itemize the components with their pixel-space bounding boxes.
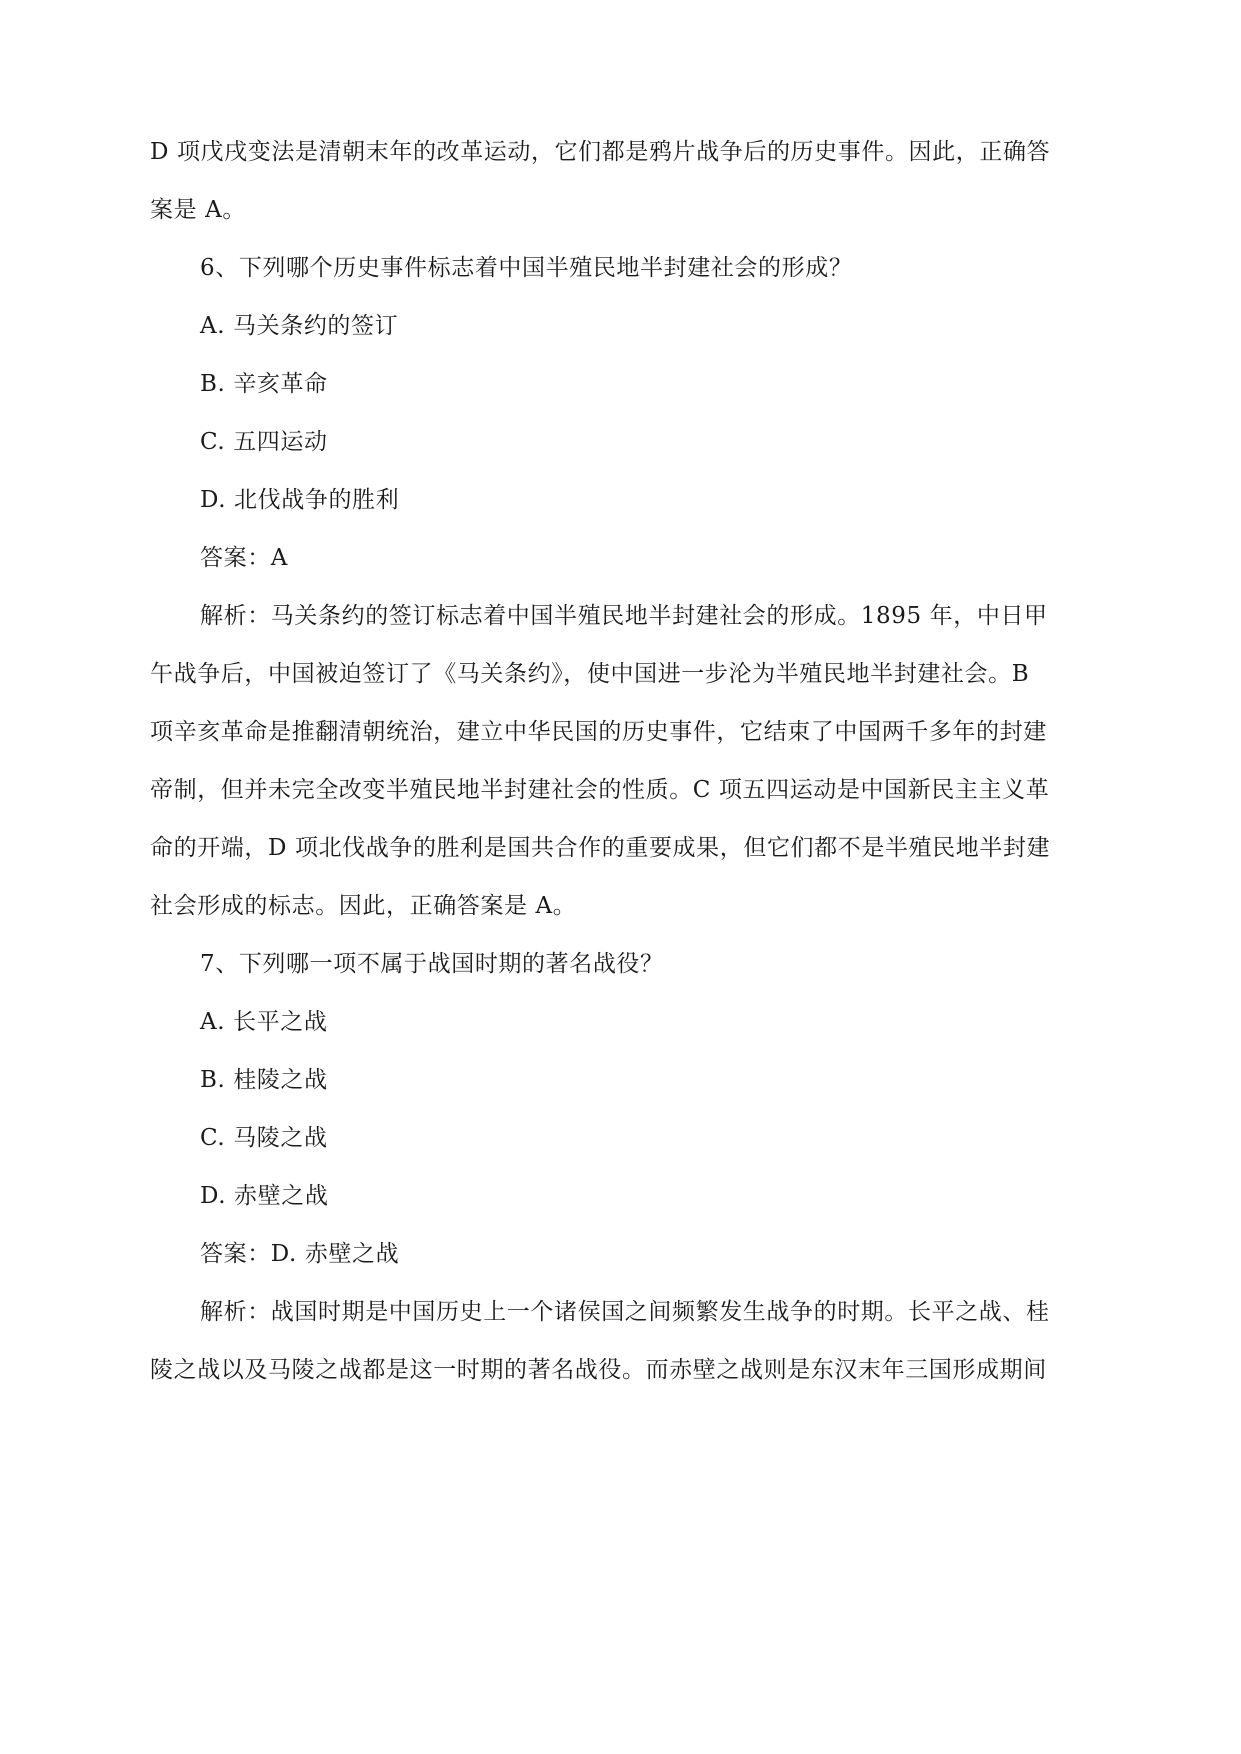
q7-option-b: B. 桂陵之战 [200,1067,328,1093]
q6-explanation-line-3: 项辛亥革命是推翻清朝统治，建立中华民国的历史事件，它结束了中国两千多年的封建 [150,719,1047,745]
q6-explanation-line-6: 社会形成的标志。因此，正确答案是 A。 [150,893,577,919]
q6-explanation-line-4: 帝制，但并未完全改变半殖民地半封建社会的性质。C 项五四运动是中国新民主主义革 [150,777,1050,803]
q6-explanation-line-2: 午战争后，中国被迫签订了《马关条约》，使中国进一步沦为半殖民地半封建社会。B [150,661,1030,687]
q6-option-a: A. 马关条约的签订 [200,313,399,339]
q7-option-c: C. 马陵之战 [200,1125,328,1151]
q6-explanation-line-1: 解析：马关条约的签订标志着中国半殖民地半封建社会的形成。1895 年，中日甲 [200,603,1048,629]
q7-answer: 答案：D. 赤壁之战 [200,1241,400,1267]
question-7: 7、下列哪一项不属于战国时期的著名战役？ [200,951,664,977]
q7-explanation-line-1: 解析：战国时期是中国历史上一个诸侯国之间频繁发生战争的时期。长平之战、桂 [200,1299,1050,1325]
q6-option-c: C. 五四运动 [200,429,328,455]
q6-explanation-line-5: 命的开端，D 项北伐战争的胜利是国共合作的重要成果，但它们都不是半殖民地半封建 [150,835,1051,861]
q7-option-a: A. 长平之战 [200,1009,328,1035]
q7-option-d: D. 赤壁之战 [200,1183,329,1209]
question-6: 6、下列哪个历史事件标志着中国半殖民地半封建社会的形成？ [200,255,853,281]
q6-answer: 答案：A [200,545,289,571]
prev-explanation-line-1: D 项戊戌变法是清朝末年的改革运动，它们都是鸦片战争后的历史事件。因此，正确答 [150,139,1051,165]
q7-explanation-line-2: 陵之战以及马陵之战都是这一时期的著名战役。而赤壁之战则是东汉末年三国形成期间 [150,1357,1047,1383]
q6-option-b: B. 辛亥革命 [200,371,328,397]
q6-option-d: D. 北伐战争的胜利 [200,487,400,513]
prev-explanation-line-2: 案是 A。 [150,197,246,223]
